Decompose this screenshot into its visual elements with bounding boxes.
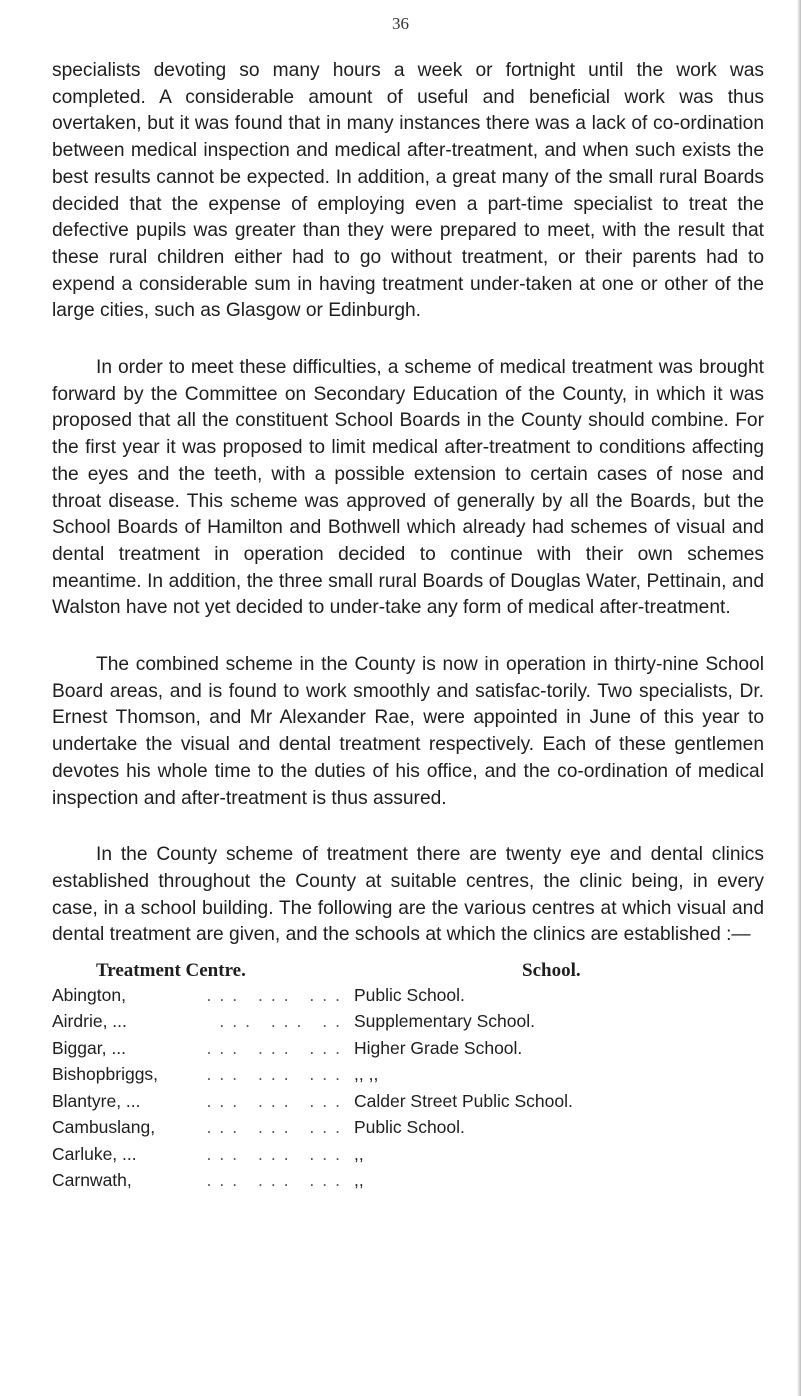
centre-name: Abington, — [52, 984, 126, 1005]
centre-name: Carnwath, — [52, 1170, 132, 1191]
table-row — [52, 982, 764, 1009]
dot-leader: ... ... ... — [206, 1090, 348, 1111]
treatment-centre-cell — [52, 1117, 352, 1138]
table-row — [52, 1009, 764, 1036]
treatment-centres-table — [52, 948, 764, 1194]
centre-name: Bishopbriggs, — [52, 1064, 159, 1085]
school-cell: ,, — [354, 1170, 364, 1191]
table-row — [52, 1062, 764, 1089]
treatment-centre-cell — [52, 1144, 352, 1165]
treatment-centre-cell — [52, 1091, 352, 1112]
paragraph: In the County scheme of treatment there are twenty eye and dental clinics established throughout the County at suitable centres, the clinic being, in every case, in a school building. The following are the various centres at which visual and dental treatment are given, and the schools at which the clinics are established :— — [52, 844, 764, 946]
centre-name: Airdrie, ... — [52, 1011, 127, 1032]
dot-leader: ... ... ... — [206, 1117, 348, 1138]
table-header — [52, 948, 764, 982]
dot-leader: ... ... ... — [206, 1037, 348, 1058]
school-cell: Higher Grade School. — [354, 1037, 523, 1058]
centre-name: Blantyre, ... — [52, 1090, 141, 1111]
school-cell: Calder Street Public School. — [354, 1090, 573, 1111]
dot-leader: ... ... ... — [206, 1170, 348, 1191]
table-row — [52, 1035, 764, 1062]
dot-leader: ... ... .. — [219, 1011, 348, 1032]
page-number: 36 — [392, 14, 409, 33]
dot-leader: ... ... ... — [206, 1064, 348, 1085]
school-cell: ,, — [354, 1143, 364, 1164]
centre-name: Biggar, ... — [52, 1037, 126, 1058]
header-school: School. — [522, 960, 581, 981]
table-row — [52, 1115, 764, 1142]
paragraph: The combined scheme in the County is now in operation in thirty-nine School Board areas, and is found to work smoothly and satisfac-torily. Two specialists, Dr. Ernest Thomson, and Mr Alexander Rae, were appointed in June of this year to undertake the visual and dental treatment respectively. Each of these gentlemen devotes his whole time to the duties of his office, and the co-ordination of medical inspection and after-treatment is thus assured. — [52, 654, 764, 809]
school-cell: ,, ,, — [354, 1064, 379, 1085]
header-treatment-centre: Treatment Centre. — [96, 960, 246, 981]
dot-leader: ... ... ... — [206, 984, 348, 1005]
treatment-centre-cell — [52, 1170, 352, 1191]
treatment-centre-cell — [52, 1038, 352, 1059]
treatment-centre-cell — [52, 1011, 352, 1032]
treatment-centre-cell — [52, 985, 352, 1006]
table-row — [52, 1168, 764, 1195]
dot-leader: ... ... ... — [206, 1143, 348, 1164]
school-cell: Public School. — [354, 984, 465, 1005]
centre-name: Carluke, ... — [52, 1143, 137, 1164]
table-rows — [52, 982, 764, 1194]
body-text — [52, 58, 764, 971]
table-row — [52, 1141, 764, 1168]
school-cell: Public School. — [354, 1117, 465, 1138]
paragraph: specialists devoting so many hours a week or fortnight until the work was completed. A considerable amount of useful and beneficial work was thus overtaken, but it was found that in many instances there was a lack of co-ordination between medical inspection and medical after-treatment, and when such exists the best results cannot be expected. In addition, a great many of the small rural Boards decided that the expense of employing even a part-time specialist to treat the defective pupils was greater than they were prepared to meet, with the result that these rural children either had to go without treatment, or their parents had to expend a considerable sum in having treatment under-taken at one or other of the large cities, such as Glasgow or Edinburgh. — [52, 60, 764, 322]
paragraph: In order to meet these difficulties, a scheme of medical treatment was brought forward by the Committee on Secondary Education of the County, in which it was proposed that all the constituent School Boards in the County should combine. For the first year it was proposed to limit medical after-treatment to conditions affecting the eyes and the teeth, with a possible extension to certain cases of nose and throat disease. This scheme was approved of generally by all the Boards, but the School Boards of Hamilton and Bothwell which already had schemes of visual and dental treatment in operation decided to continue with their own schemes meantime. In addition, the three small rural Boards of Douglas Water, Pettinain, and Walston have not yet decided to under-take any form of medical after-treatment. — [52, 357, 764, 619]
school-cell: Supplementary School. — [354, 1011, 535, 1032]
page-edge-shadow — [797, 0, 801, 1396]
treatment-centre-cell — [52, 1064, 352, 1085]
table-row — [52, 1088, 764, 1115]
centre-name: Cambuslang, — [52, 1117, 156, 1138]
